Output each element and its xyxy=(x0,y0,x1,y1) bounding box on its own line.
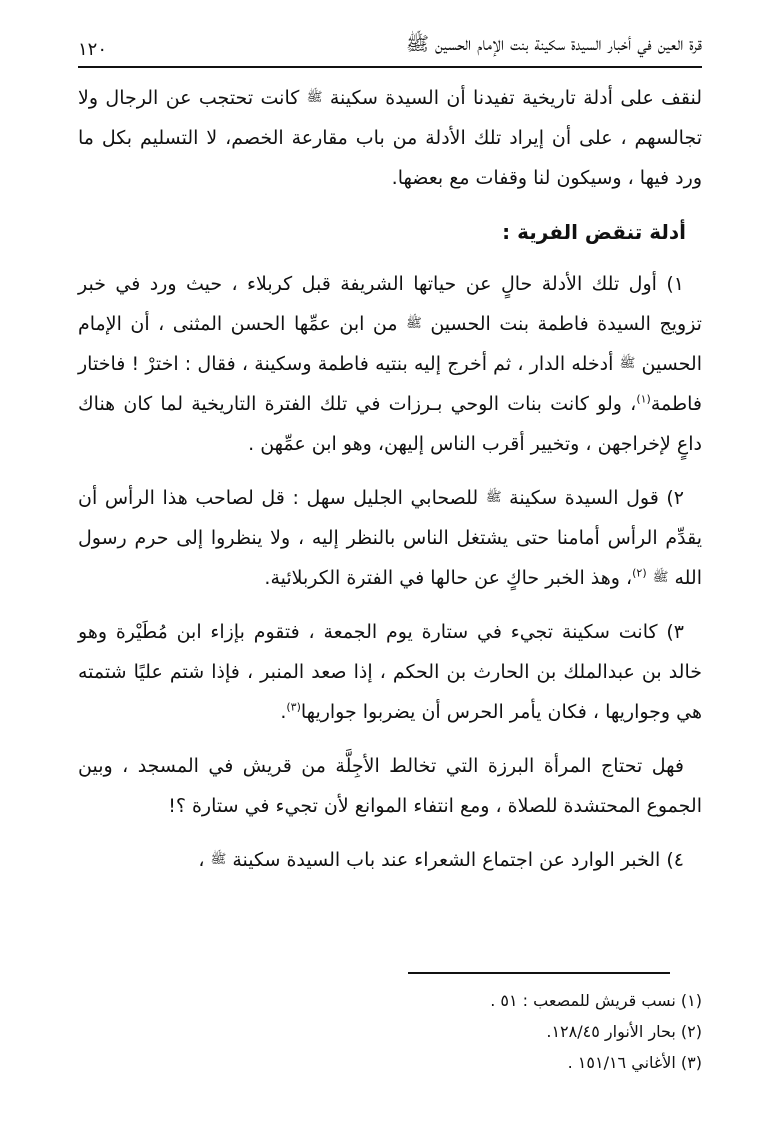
text-run: للصحابي الجليل سهل : قل لصاحب هذا الرأس أن يقدِّم الرأس أمامنا حتى يشتغل الناس بالنظر إليه ، ولا ينظروا إلى حرم رسول الله xyxy=(78,487,702,589)
text-run: ، وهذ الخبر حاكٍ عن حالها في الفترة الكربلائية. xyxy=(264,567,633,589)
text-run: من ابن عمِّها الحسن المثنى ، أن الإمام الحسين xyxy=(78,313,702,375)
section-heading: أدلة تنقض الفرية : xyxy=(502,220,686,244)
main-text xyxy=(78,78,702,894)
page-number: ١٢٠ xyxy=(78,39,108,60)
text-run: . xyxy=(280,701,287,723)
running-head xyxy=(78,30,702,60)
paragraph-question: فهل تحتاج المرأة البرزة التي تخالط الأجِلَّة من قريش في المسجد ، وبين الجموع المحتشدة للصلاة ، ومع انتفاء الموانع لأن تجيء في ستارة ؟! xyxy=(78,755,702,817)
header-divider xyxy=(78,66,702,68)
footnote-1: (١) نسب قريش للمصعب : ٥١ . xyxy=(490,991,702,1010)
honorific-symbol: ﷺ xyxy=(210,852,227,867)
paragraph-evidence-2 xyxy=(78,478,702,598)
text-run: ، xyxy=(198,849,205,871)
text-run: لنقف على أدلة تاريخية تفيدنا أن السيدة سكينة xyxy=(329,87,702,109)
text-run: ، ولو كانت بنات الوحي بـرزات في تلك الفترة التاريخية لما كان هناك داعٍ لإخراجهن ، وتخيير أقرب الناس إليهن، وهو ابن عمِّهن . xyxy=(78,393,702,455)
text-run: ٢) قول السيدة سكينة xyxy=(509,487,685,509)
footnote-ref-2[interactable]: (٢) xyxy=(632,566,647,580)
honorific-symbol: ﷺ xyxy=(619,356,636,371)
footnote-2: (٢) بحار الأنوار ١٢٨/٤٥. xyxy=(546,1022,702,1041)
footnotes xyxy=(300,985,702,1078)
footnote-ref-3[interactable]: (٣) xyxy=(286,700,301,714)
honorific-symbol: ﷺ xyxy=(406,316,422,331)
book-title: قرة العين في أخبار السيدة سكينة بنت الإمام الحسين ﷺ xyxy=(406,33,702,55)
footnote-3: (٣) الأغاني ١٥١/١٦ . xyxy=(567,1053,702,1072)
paragraph-evidence-3 xyxy=(78,612,702,732)
text-run: أدخله الدار ، ثم أخرج إليه بنتيه فاطمة وسكينة ، فقال : اخترْ ! فاختار فاطمة xyxy=(78,353,702,415)
text-run: ١) أول تلك الأدلة حالٍ عن حياتها الشريفة قبل كربلاء ، حيث ورد في خبر تزويج السيدة فاطمة بنت الحسين xyxy=(78,273,702,335)
text-run: كانت تحتجب عن الرجال ولا تجالسهم ، على أن إيراد تلك الأدلة من باب مقارعة الخصم، لا التسليم بكل ما ورد فيها ، وسيكون لنا وقفات مع بعضها. xyxy=(78,87,702,189)
paragraph-evidence-1 xyxy=(78,264,702,464)
text-run: ٤) الخبر الوارد عن اجتماع الشعراء عند باب السيدة سكينة xyxy=(232,849,684,871)
paragraph-intro xyxy=(78,78,702,198)
footnote-divider xyxy=(408,972,670,974)
footnote-ref-1[interactable]: (١) xyxy=(636,392,651,406)
honorific-symbol: ﷺ xyxy=(485,490,502,505)
honorific-symbol: ﷺ xyxy=(652,570,669,585)
paragraph-evidence-4 xyxy=(78,840,702,880)
text-run: ٣) كانت سكينة تجيء في ستارة يوم الجمعة ، فتقوم بإزاء ابن مُطَيْرة وهو خالد بن عبدالملك بن الحارث بن الحكم ، إذا صعد المنبر ، فإذا شتم عليًا شتمته هي وجواريها ، فكان يأمر الحرس أن يضربوا جواريها xyxy=(78,621,702,723)
honorific-symbol: ﷺ xyxy=(306,90,323,105)
